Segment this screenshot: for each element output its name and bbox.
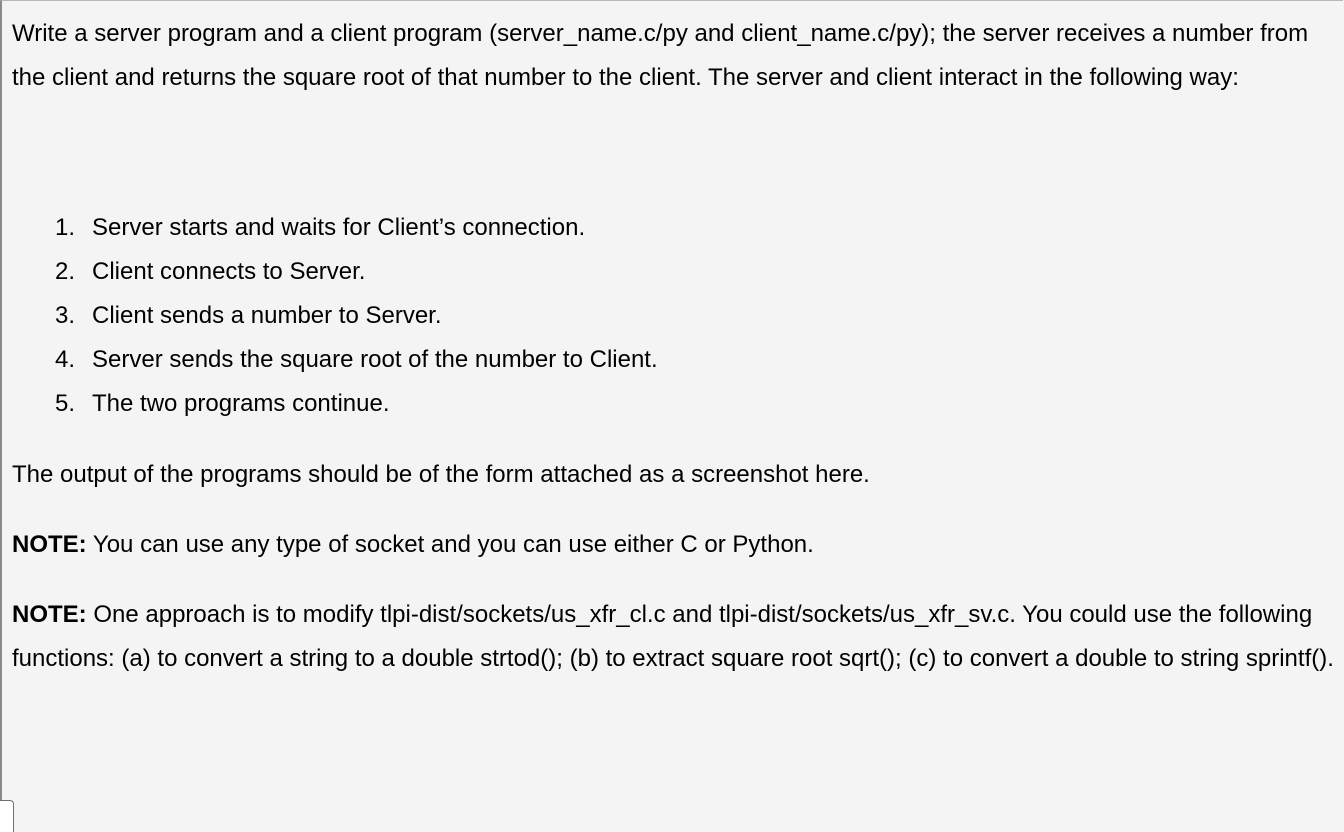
- note-label: NOTE:: [12, 531, 87, 558]
- question-content: [12, 12, 1338, 681]
- list-item-number: 4.: [55, 346, 76, 373]
- list-item: [12, 382, 1338, 426]
- list-item-text: Client connects to Server.: [92, 258, 366, 285]
- list-item-number: 1.: [55, 214, 76, 241]
- note-text: You can use any type of socket and you can use either C or Python.: [86, 531, 814, 558]
- list-item: [12, 206, 1338, 250]
- list-item-text: The two programs continue.: [92, 390, 390, 417]
- list-item: [12, 338, 1338, 382]
- list-item-text: Server sends the square root of the number to Client.: [92, 346, 658, 373]
- intro-paragraph: Write a server program and a client program (server_name.c/py and client_name.c/py); the server receives a number from the client and returns the square root of that number to the client. The server and client interact in the following way:: [12, 20, 1309, 91]
- note-approach: [12, 593, 1338, 681]
- list-item-number: 2.: [55, 258, 76, 285]
- steps-list: [12, 206, 1338, 426]
- note-socket: [12, 523, 1338, 567]
- resize-handle[interactable]: [0, 800, 14, 832]
- list-item-number: 5.: [55, 390, 76, 417]
- output-paragraph: The output of the programs should be of the form attached as a screenshot here.: [12, 461, 870, 488]
- list-item-number: 3.: [55, 302, 76, 329]
- list-item-text: Client sends a number to Server.: [92, 302, 442, 329]
- note-label: NOTE:: [12, 601, 87, 628]
- list-item-text: Server starts and waits for Client’s connection.: [92, 214, 586, 241]
- note-text: One approach is to modify tlpi-dist/sockets/us_xfr_cl.c and tlpi-dist/sockets/us_xfr_sv.c. You could use the following functions: (a) to convert a string to a double strtod(); (b) to extract square root sqrt(); (c) to convert a double to string sprintf().: [12, 601, 1334, 672]
- list-item: [12, 294, 1338, 338]
- list-item: [12, 250, 1338, 294]
